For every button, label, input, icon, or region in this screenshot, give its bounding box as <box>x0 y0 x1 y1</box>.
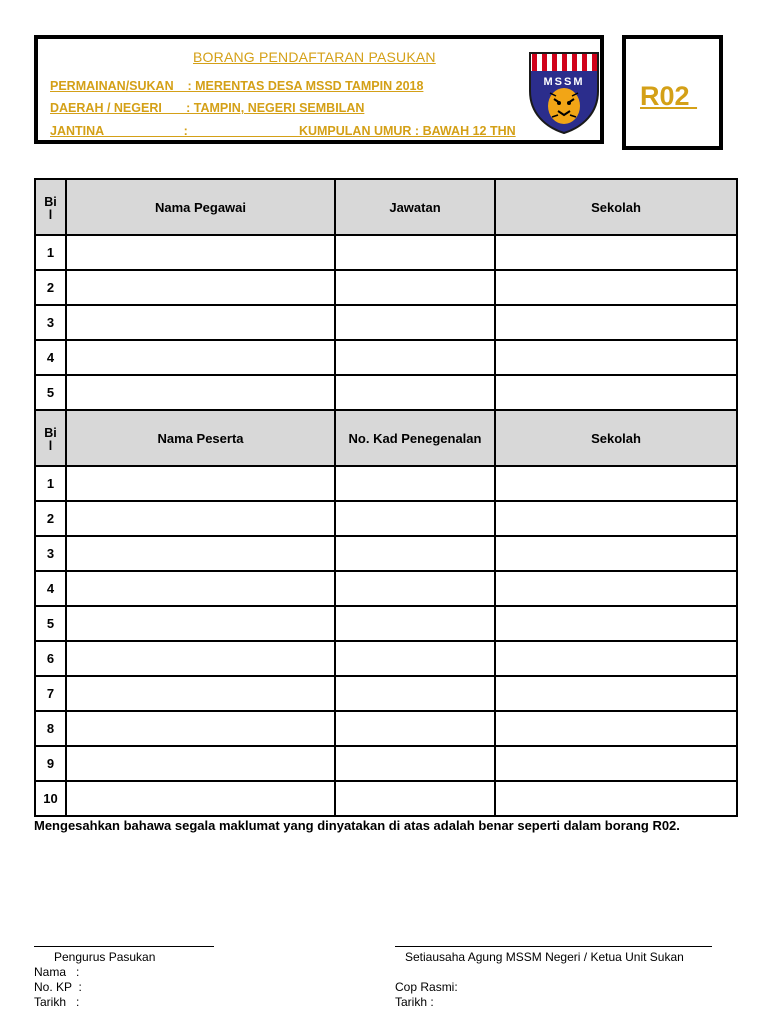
school-cell[interactable] <box>495 270 737 305</box>
table-row <box>35 536 737 571</box>
name-cell[interactable] <box>66 711 335 746</box>
school-cell[interactable] <box>495 711 737 746</box>
name-cell[interactable] <box>66 676 335 711</box>
position-cell[interactable] <box>335 305 495 340</box>
ic-cell[interactable] <box>335 676 495 711</box>
col-header-no-kad: No. Kad Penegenalan <box>335 410 495 466</box>
name-cell[interactable] <box>66 235 335 270</box>
row-number: 2 <box>35 501 66 536</box>
col-header-jawatan: Jawatan <box>335 179 495 235</box>
form-title: BORANG PENDAFTARAN PASUKAN <box>193 49 436 65</box>
confirmation-statement: Mengesahkan bahawa segala maklumat yang dinyatakan di atas adalah benar seperti dalam borang R02. <box>34 818 680 833</box>
svg-text:MSSM: MSSM <box>543 76 585 88</box>
gender-age-line: JANTINA : _______________ KUMPULAN UMUR : BAWAH 12 THN <box>50 124 516 138</box>
name-cell[interactable] <box>66 501 335 536</box>
bil-header: Bi l <box>35 410 66 466</box>
ic-cell[interactable] <box>335 466 495 501</box>
form-header <box>34 35 604 144</box>
school-cell[interactable] <box>495 641 737 676</box>
name-cell[interactable] <box>66 641 335 676</box>
table-row <box>35 375 737 410</box>
right-signature-line <box>395 946 712 947</box>
name-cell[interactable] <box>66 746 335 781</box>
row-number: 4 <box>35 340 66 375</box>
school-cell[interactable] <box>495 375 737 410</box>
ic-cell[interactable] <box>335 641 495 676</box>
name-cell[interactable] <box>66 340 335 375</box>
secretary-title: Setiausaha Agung MSSM Negeri / Ketua Unit Sukan <box>405 950 684 964</box>
school-cell[interactable] <box>495 746 737 781</box>
name-cell[interactable] <box>66 536 335 571</box>
col-header-sekolah: Sekolah <box>495 410 737 466</box>
officials-header-row <box>35 179 737 235</box>
position-cell[interactable] <box>335 375 495 410</box>
col-header-nama-peserta: Nama Peserta <box>66 410 335 466</box>
table-row <box>35 340 737 375</box>
sport-line: PERMAINAN/SUKAN : MERENTAS DESA MSSD TAMPIN 2018 <box>50 79 424 93</box>
form-code-box <box>622 35 723 150</box>
row-number: 10 <box>35 781 66 816</box>
school-cell[interactable] <box>495 606 737 641</box>
mssm-logo <box>528 51 600 135</box>
row-number: 1 <box>35 235 66 270</box>
name-cell[interactable] <box>66 606 335 641</box>
table-row <box>35 466 737 501</box>
row-number: 7 <box>35 676 66 711</box>
position-cell[interactable] <box>335 340 495 375</box>
row-number: 5 <box>35 375 66 410</box>
row-number: 4 <box>35 571 66 606</box>
bil-header: Bi l <box>35 179 66 235</box>
school-cell[interactable] <box>495 781 737 816</box>
form-code: R02 <box>640 81 698 111</box>
name-cell[interactable] <box>66 466 335 501</box>
row-number: 5 <box>35 606 66 641</box>
table-row <box>35 781 737 816</box>
table-row <box>35 711 737 746</box>
row-number: 1 <box>35 466 66 501</box>
ic-cell[interactable] <box>335 711 495 746</box>
school-cell[interactable] <box>495 676 737 711</box>
name-cell[interactable] <box>66 375 335 410</box>
row-number: 9 <box>35 746 66 781</box>
school-cell[interactable] <box>495 501 737 536</box>
manager-title: Pengurus Pasukan <box>54 950 156 964</box>
col-header-sekolah: Sekolah <box>495 179 737 235</box>
school-cell[interactable] <box>495 235 737 270</box>
school-cell[interactable] <box>495 305 737 340</box>
ic-cell[interactable] <box>335 571 495 606</box>
table-row <box>35 606 737 641</box>
school-cell[interactable] <box>495 466 737 501</box>
ic-cell[interactable] <box>335 746 495 781</box>
table-row <box>35 676 737 711</box>
position-cell[interactable] <box>335 235 495 270</box>
ic-cell[interactable] <box>335 501 495 536</box>
table-row <box>35 270 737 305</box>
name-cell[interactable] <box>66 270 335 305</box>
table-row <box>35 501 737 536</box>
row-number: 8 <box>35 711 66 746</box>
table-row <box>35 305 737 340</box>
row-number: 2 <box>35 270 66 305</box>
row-number: 3 <box>35 305 66 340</box>
school-cell[interactable] <box>495 571 737 606</box>
name-cell[interactable] <box>66 571 335 606</box>
date-label-right: Tarikh : <box>395 995 434 1009</box>
col-header-nama-pegawai: Nama Pegawai <box>66 179 335 235</box>
date-label: Tarikh : <box>34 995 80 1009</box>
ic-cell[interactable] <box>335 536 495 571</box>
left-signature-line <box>34 946 214 947</box>
name-label: Nama : <box>34 965 80 979</box>
participants-header-row <box>35 410 737 466</box>
position-cell[interactable] <box>335 270 495 305</box>
ic-label: No. KP : <box>34 980 82 994</box>
ic-cell[interactable] <box>335 781 495 816</box>
row-number: 6 <box>35 641 66 676</box>
row-number: 3 <box>35 536 66 571</box>
school-cell[interactable] <box>495 536 737 571</box>
official-stamp-label: Cop Rasmi: <box>395 980 458 994</box>
table-row <box>35 746 737 781</box>
name-cell[interactable] <box>66 781 335 816</box>
table-row <box>35 571 737 606</box>
table-row <box>35 235 737 270</box>
school-cell[interactable] <box>495 340 737 375</box>
district-line: DAERAH / NEGERI : TAMPIN, NEGERI SEMBILAN <box>50 101 365 115</box>
table-row <box>35 641 737 676</box>
ic-cell[interactable] <box>335 606 495 641</box>
registration-table <box>34 178 738 817</box>
name-cell[interactable] <box>66 305 335 340</box>
